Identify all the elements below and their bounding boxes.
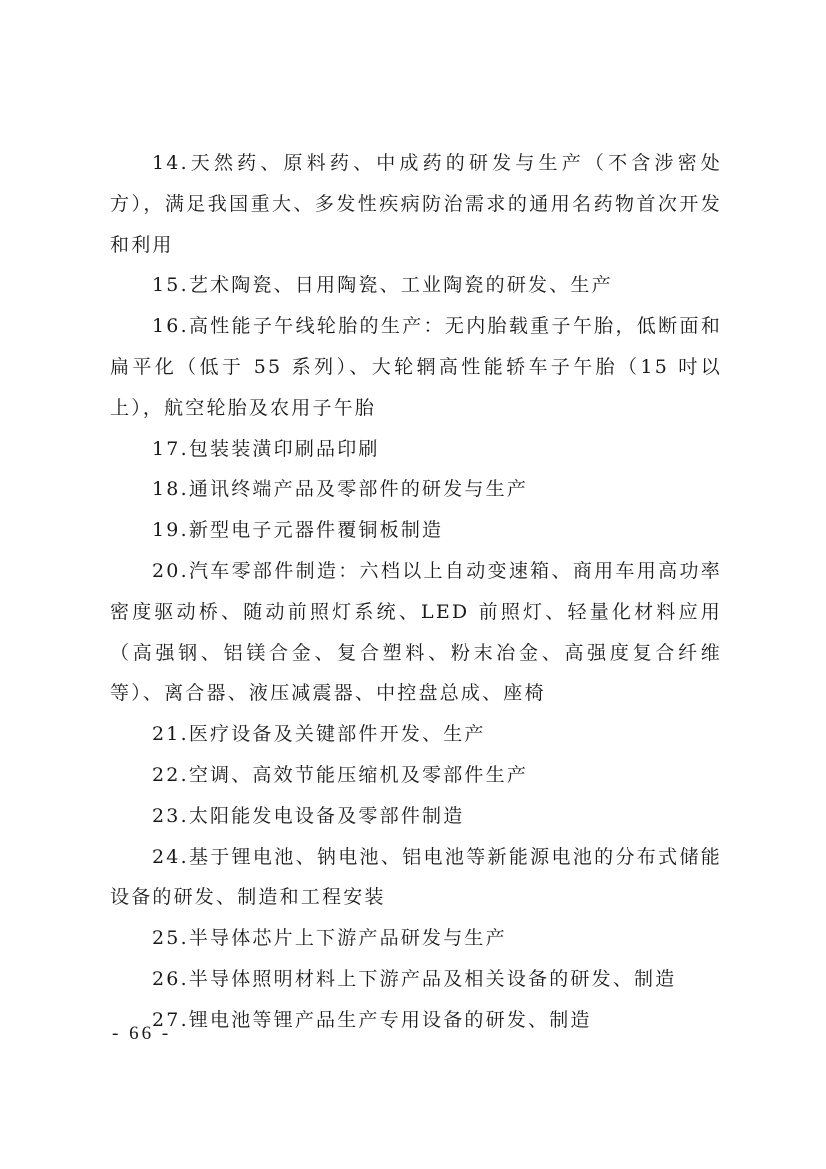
list-item: 18.通讯终端产品及零部件的研发与生产 [152,478,529,501]
list-item: 15.艺术陶瓷、日用陶瓷、工业陶瓷的研发、生产 [152,274,613,297]
list-item: 23.太阳能发电设备及零部件制造 [152,804,465,827]
document-body [110,143,722,1041]
list-item: 19.新型电子元器件覆铜板制造 [152,519,444,542]
list-item: 14.天然药、原料药、中成药的研发与生产（不含涉密处方），满足我国重大、多发性疾病防治需求的通用名药物首次开发和利用 [110,152,722,256]
list-item: 25.半导体芯片上下游产品研发与生产 [152,927,507,950]
list-item: 27.锂电池等锂产品生产专用设备的研发、制造 [152,1008,592,1031]
page-number: - 66 - [112,1023,172,1044]
list-item: 22.空调、高效节能压缩机及零部件生产 [152,763,529,786]
list-item: 16.高性能子午线轮胎的生产：无内胎载重子午胎，低断面和扁平化（低于 55 系列）、大轮辋高性能轿车子午胎（15 吋以上），航空轮胎及农用子午胎 [110,315,722,419]
list-item: 21.医疗设备及关键部件开发、生产 [152,723,486,746]
list-item: 17.包装装潢印刷品印刷 [152,437,380,460]
list-item: 20.汽车零部件制造：六档以上自动变速箱、商用车用高功率密度驱动桥、随动前照灯系统、LED 前照灯、轻量化材料应用（高强钢、铝镁合金、复合塑料、粉末冶金、高强度复合纤维等）、离合器、液压减震器、中控盘总成、座椅 [110,559,722,705]
list-item: 24.基于锂电池、钠电池、铝电池等新能源电池的分布式储能设备的研发、制造和工程安装 [110,845,722,909]
list-item: 26.半导体照明材料上下游产品及相关设备的研发、制造 [152,967,677,990]
